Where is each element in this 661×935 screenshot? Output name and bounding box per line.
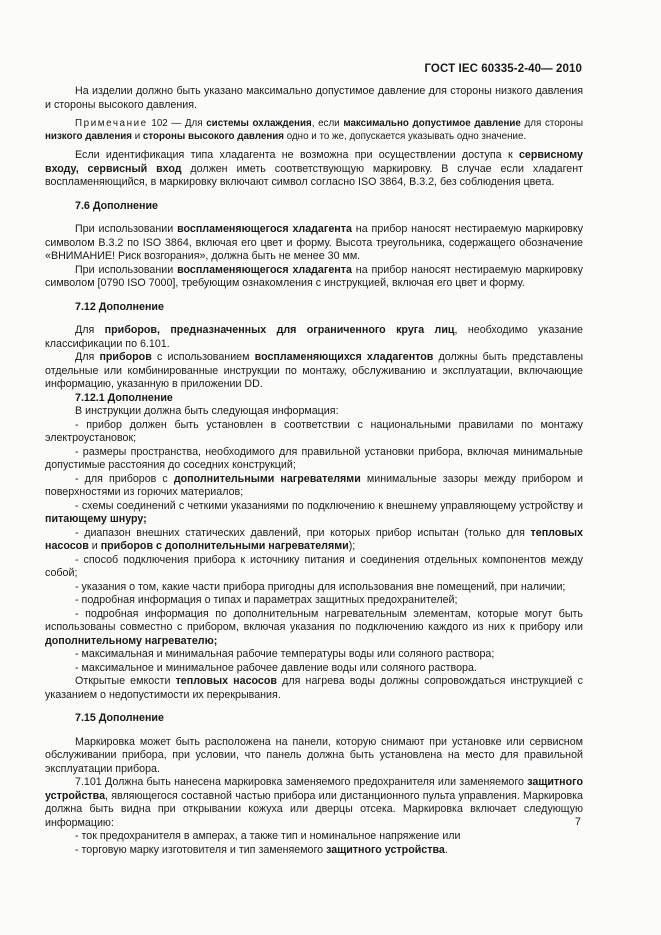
paragraph: При использовании воспламеняющегося хладагента на прибор наносят нестираемую маркировку символом [0790 ISO 7000], требующим ознакомления с инструкцией, включая его цвет и форму. [45, 263, 583, 289]
paragraph: При использовании воспламеняющегося хладагента на прибор наносят нестираемую маркировку символом В.3.2 по ISO 3864, включая его цвет и форму. Высота треугольника, содержащего обозначение «ВНИМАНИЕ! Риск возгорания», должна быть не менее 30 мм. [45, 223, 583, 262]
paragraph: В инструкции должна быть следующая информация: [75, 405, 339, 417]
list-item: - подробная информация о типах и параметрах защитных предохранителей; [75, 594, 458, 606]
list-item: - подробная информация по дополнительным нагревательным элементам, которые могут быть использованы совместно с прибором, включая указания по подключению каждого из них к прибору или дополнительному нагревателю; [45, 607, 583, 647]
list-item: - для приборов с дополнительными нагревателями минимальные зазоры между прибором и поверхностями из горючих материалов; [45, 472, 583, 498]
list-item: - ток предохранителя в амперах, а также тип и номинальное напряжение или [75, 830, 461, 842]
list-item: - диапазон внешних статических давлений, при которых прибор испытан (только для тепловых насосов и приборов с дополнительными нагревателями); [45, 526, 583, 552]
list-item: - максимальное и минимальное рабочее давление воды или соляного раствора. [75, 661, 477, 674]
list-item: - прибор должен быть установлен в соответствии с национальными правилами по монтажу электроустановок; [45, 418, 583, 444]
list-item: - схемы соединений с четкими указаниями по подключению к внешнему управляющему устройству и питающему шнуру; [45, 499, 583, 525]
paragraph: Открытые емкости тепловых насосов для нагрева воды должны сопровождаться инструкцией с указанием о недопустимости их перекрывания. [45, 675, 583, 701]
note-label: Примечание [75, 118, 148, 129]
list-item: - размеры пространства, необходимого для правильной установки прибора, включая минимальные допустимые расстояния до соседних конструкций; [45, 445, 583, 471]
subsection-heading-7-12-1: 7.12.1 Дополнение [75, 391, 173, 404]
document-header: ГОСТ IEC 60335-2-40— 2010 [424, 63, 582, 75]
section-heading-7-15: 7.15 Дополнение [75, 712, 164, 724]
note-paragraph: Примечание 102 — Для системы охлаждения, если максимально допустимое давление для стороны низкого давления и стороны высокого давления одно и то же, допускается указывать одно значение. [45, 118, 584, 142]
paragraph: Для приборов с использованием воспламеняющихся хладагентов должны быть представлены отдельные или комбинированные инструкции по монтажу, обслуживанию и эксплуатации, включающие информацию, указанную в приложении DD. [45, 351, 584, 390]
paragraph: На изделии должно быть указано максимально допустимое давление для стороны низкого давления и стороны высокого давления. [45, 85, 583, 111]
list-item: - указания о том, какие части прибора пригодны для использования вне помещений, при наличии; [75, 580, 566, 593]
paragraph: Для приборов, предназначенных для ограниченного круга лиц, необходимо указание классификации по 6.101. [45, 324, 583, 350]
list-item: - максимальная и минимальная рабочие температуры воды или соляного раствора; [75, 648, 495, 660]
list-item: - способ подключения прибора к источнику питания и соединения отдельных компонентов между собой; [45, 553, 583, 579]
section-heading-7-12: 7.12 Дополнение [75, 300, 164, 313]
paragraph: Если идентификация типа хладагента не возможна при осуществлении доступа к сервисному входу, сервисный вход должен иметь соответствующую маркировку. В случае если хладагент воспламеняющийся, в маркировку включают символ согласно ISO 3864, В.3.2, без соблюдения цвета. [45, 149, 584, 188]
paragraph: 7.101 Должна быть нанесена маркировка заменяемого предохранителя или заменяемого защитного устройства, являющегося составной частью прибора или дистанционного пульта управления. Маркировка должна быть видна при открывании кожуха или дверцы отсека. Маркировка включает следующую информацию: [45, 776, 583, 829]
list-item: - торговую марку изготовителя и тип заменяемого защитного устройства. [75, 843, 448, 856]
paragraph: Маркировка может быть расположена на панели, которую снимают при установке или сервисном обслуживании прибора, при условии, что панель должна быть установлена на место для правильной эксплуатации прибора. [45, 735, 583, 775]
page-number: 7 [574, 816, 581, 828]
document-body [45, 85, 583, 857]
section-heading-7-6: 7.6 Дополнение [75, 199, 158, 212]
